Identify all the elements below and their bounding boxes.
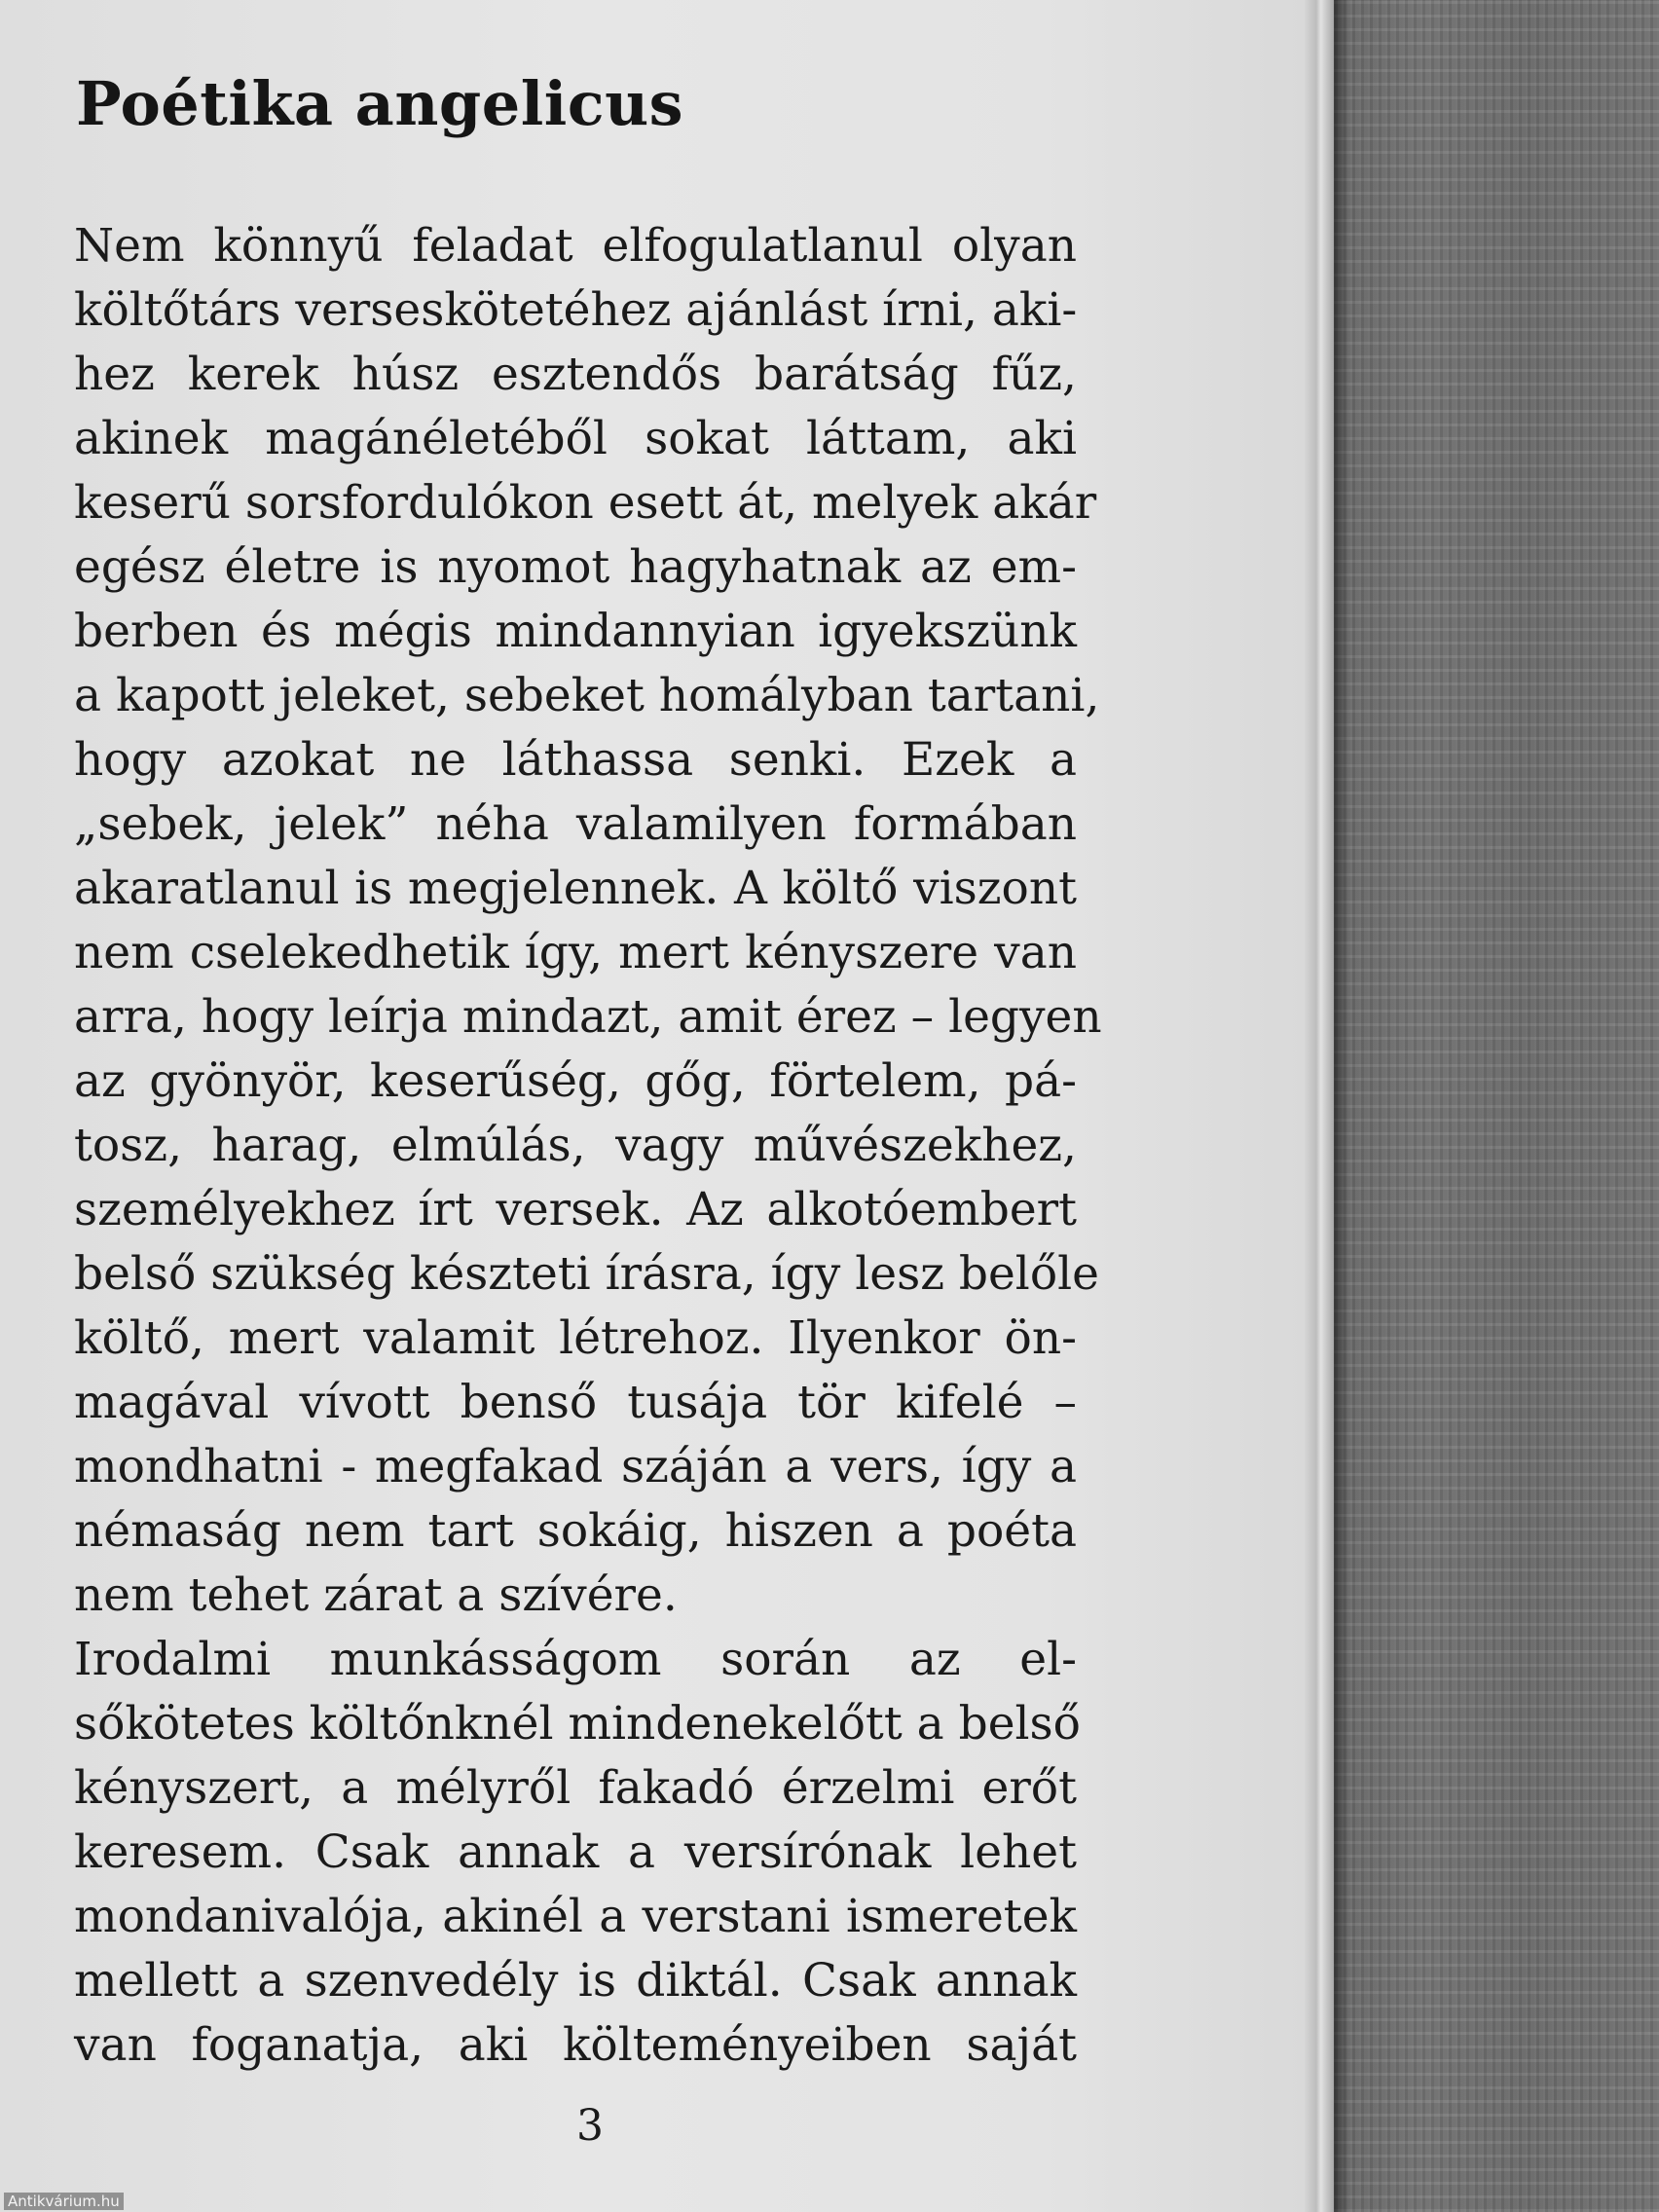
text-line: hogy azokat ne láthassa senki. Ezek a [74,733,1077,787]
text-line: akinek magánéletéből sokat láttam, aki [74,412,1077,465]
text-line: akaratlanul is megjelennek. A költő viszont [74,862,1077,915]
text-line: nem cselekedhetik így, mert kényszere van [74,926,1077,979]
text-line: berben és mégis mindannyian igyekszünk [74,605,1077,658]
text-line: van foganatja, aki költeményeiben saját [74,2018,1077,2072]
text-line: mellett a szenvedély is diktál. Csak annak [74,1954,1077,2008]
text-line: keserű sorsfordulókon esett át, melyek akár [74,476,1097,530]
watermark: Antikvárium.hu [4,2193,124,2210]
text-line: költő, mert valamit létrehoz. Ilyenkor ön- [74,1311,1077,1365]
text-line: a kapott jeleket, sebeket homályban tartani, [74,669,1100,722]
text-line: Nem könnyű feladat elfogulatlanul olyan [74,219,1077,273]
text-line: nem tehet zárat a szívére. [74,1568,678,1622]
text-line: költőtárs verseskötetéhez ajánlást írni, aki- [74,283,1078,337]
text-line: kényszert, a mélyről fakadó érzelmi erőt [74,1761,1077,1815]
text-line: „sebek, jelek” néha valamilyen formában [74,797,1077,851]
page-number: 3 [576,2101,604,2151]
text-line: sőkötetes költőnknél mindenekelőtt a belső [74,1697,1081,1751]
text-line: az gyönyör, keserűség, gőg, förtelem, pá- [74,1054,1077,1108]
text-line: személyekhez írt versek. Az alkotóembert [74,1183,1077,1236]
grey-cover-background [1324,0,1659,2212]
text-line: keresem. Csak annak a versírónak lehet [74,1825,1077,1879]
text-line: magával vívott benső tusája tör kifelé – [74,1376,1077,1429]
text-line: arra, hogy leírja mindazt, amit érez – legyen [74,990,1102,1044]
page-title: Poétika angelicus [76,68,684,139]
text-line: hez kerek húsz esztendős barátság fűz, [74,348,1077,401]
body-text [74,214,1102,2078]
text-line: némaság nem tart sokáig, hiszen a poéta [74,1504,1077,1558]
text-line: Irodalmi munkásságom során az el- [74,1633,1077,1686]
text-line: belső szükség készteti írásra, így lesz belőle [74,1247,1099,1301]
text-line: mondanivalója, akinél a verstani ismeretek [74,1890,1077,1943]
text-line: egész életre is nyomot hagyhatnak az em- [74,540,1077,594]
page-edge-stack [1305,0,1334,2212]
page-shadow [1334,0,1349,2212]
text-line: tosz, harag, elmúlás, vagy művészekhez, [74,1119,1077,1172]
text-line: mondhatni - megfakad száján a vers, így a [74,1440,1077,1493]
